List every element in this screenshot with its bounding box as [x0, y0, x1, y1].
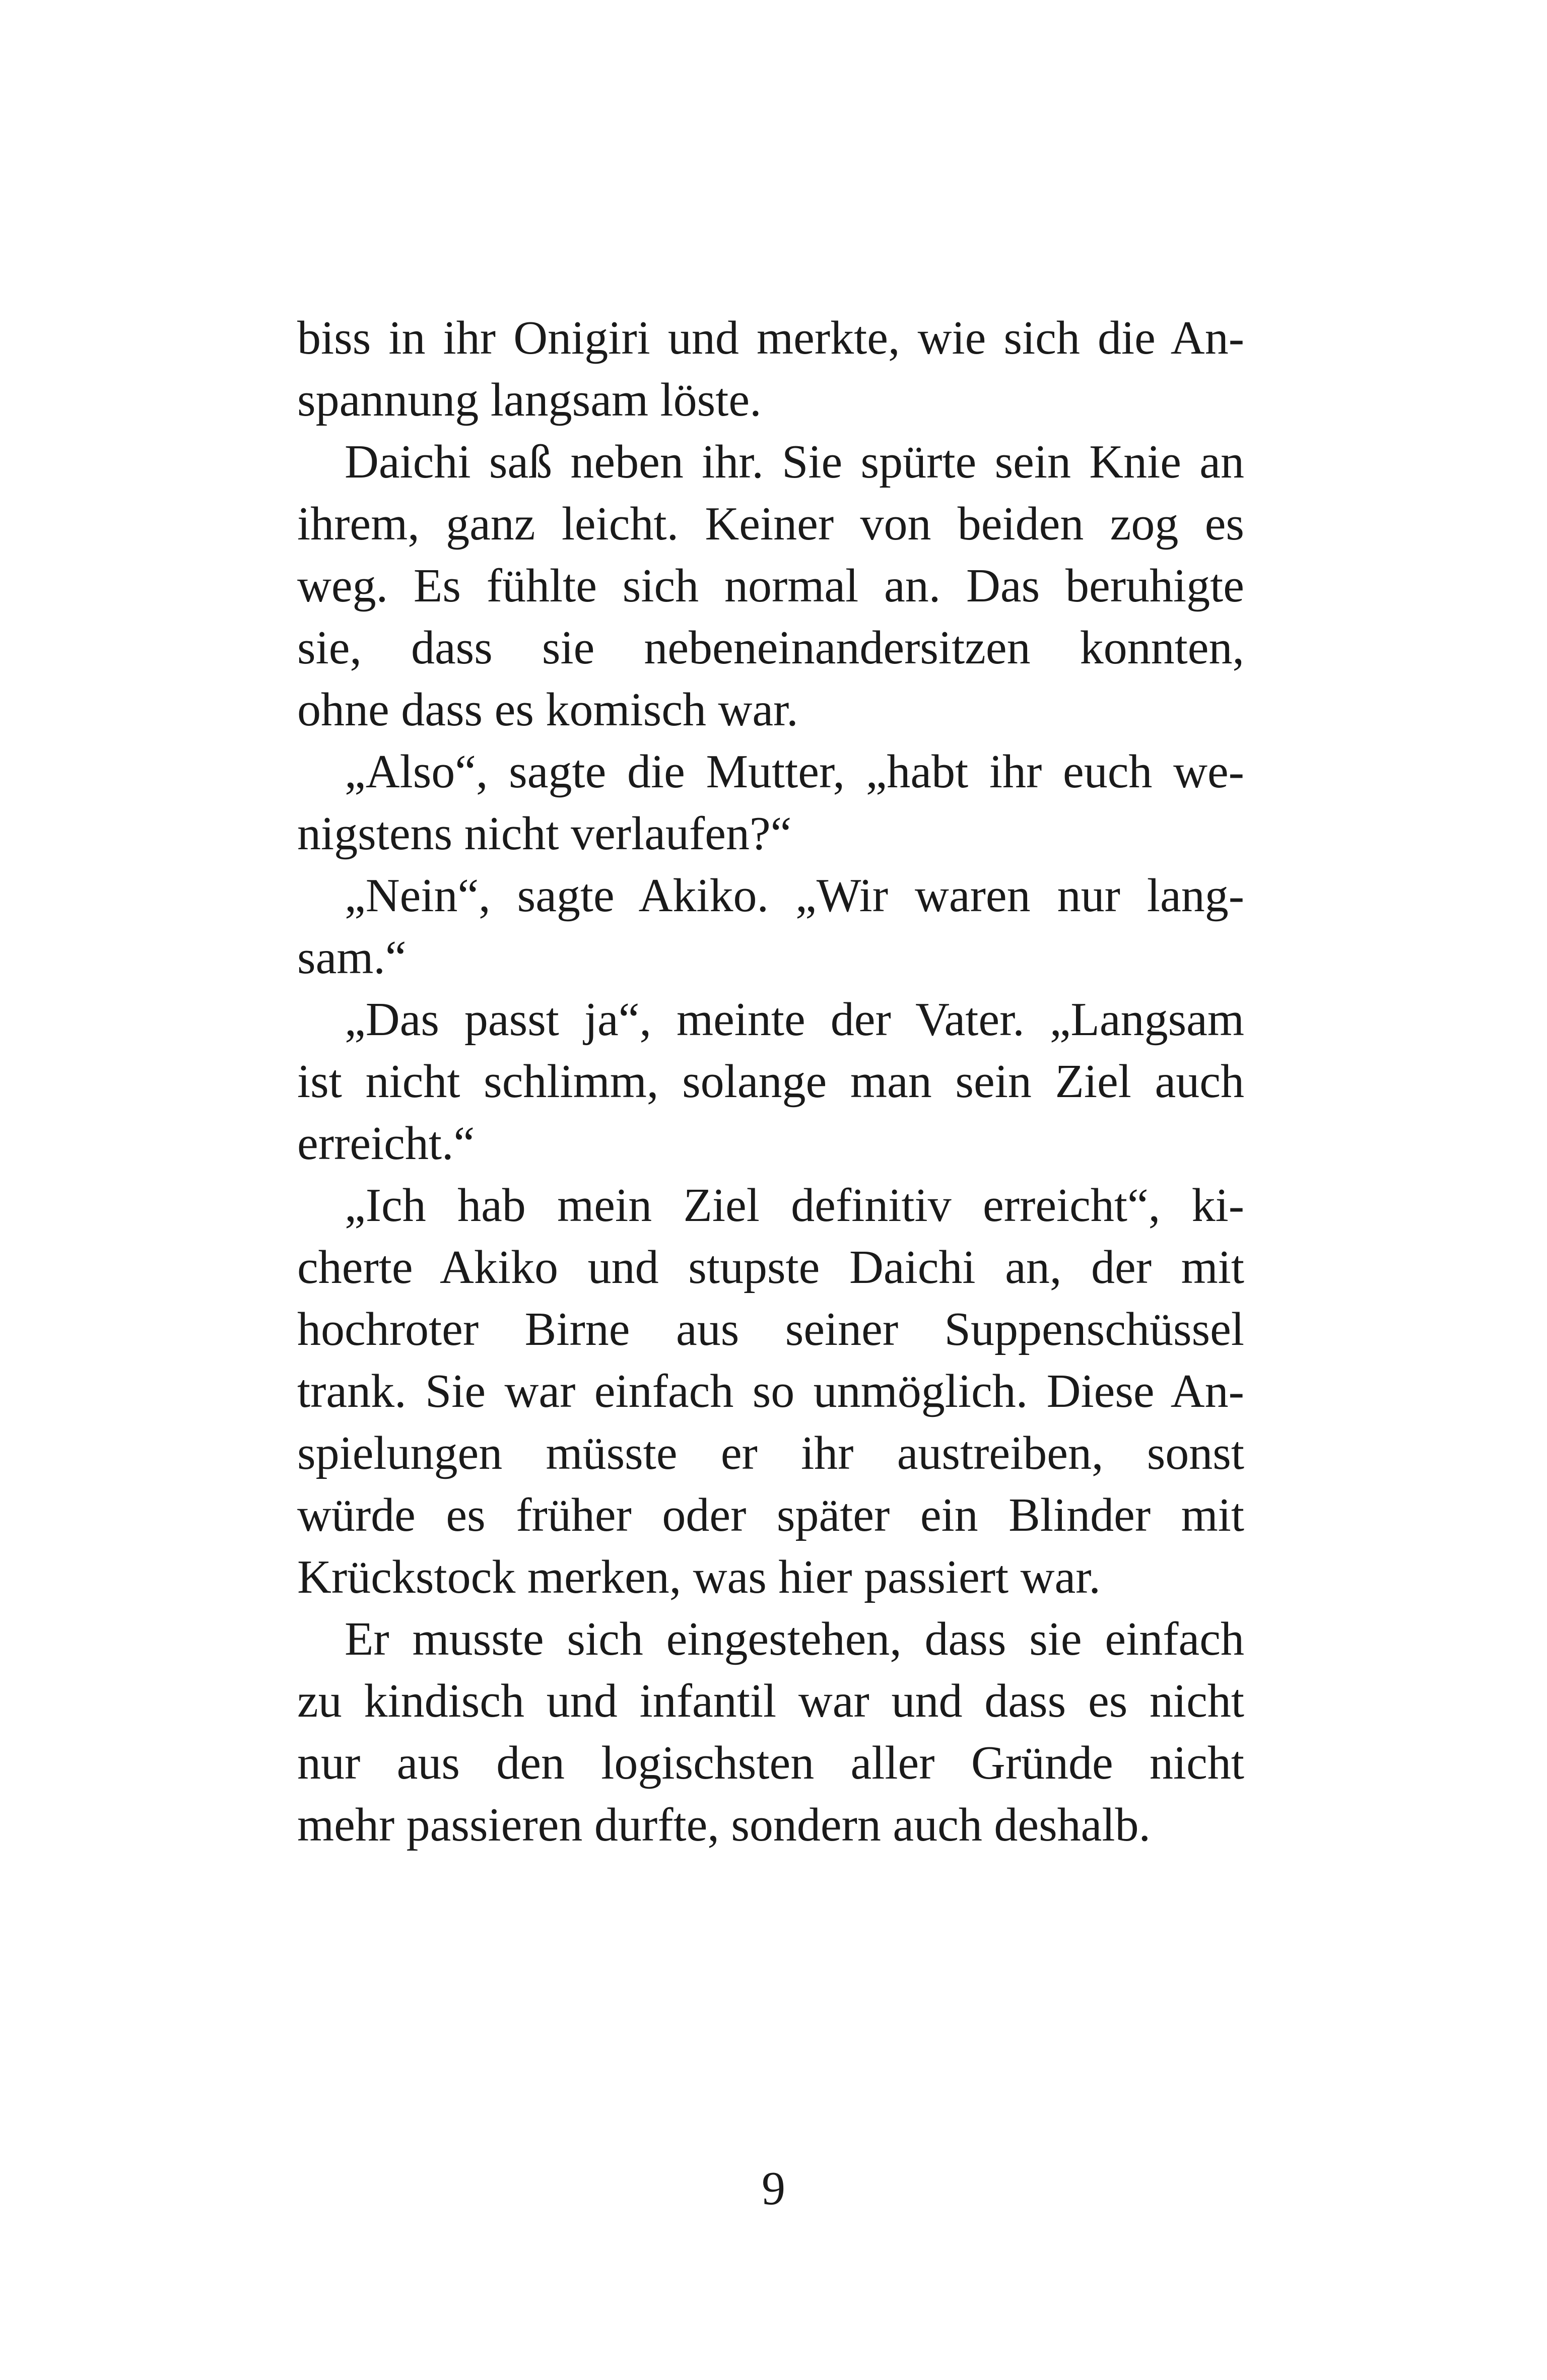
text-line: mehr passieren durfte, sondern auch deshalb.: [297, 1799, 1151, 1851]
text-line: sie, dass sie nebeneinandersitzen konnten,: [297, 622, 1244, 674]
text-line: „Also“, sagte die Mutter, „habt ihr euch we-: [345, 745, 1244, 798]
text-line: cherte Akiko und stupste Daichi an, der mit: [297, 1241, 1244, 1294]
text-line: nigstens nicht verlaufen?“: [297, 807, 792, 860]
text-line: spielungen müsste er ihr austreiben, sonst: [297, 1427, 1244, 1479]
text-line: ohne dass es komisch war.: [297, 684, 798, 736]
text-line: „Nein“, sagte Akiko. „Wir waren nur lang-: [345, 869, 1244, 922]
page-number: 9: [762, 2162, 785, 2215]
text-line: ihrem, ganz leicht. Keiner von beiden zog es: [297, 498, 1244, 550]
text-line: nur aus den logischsten aller Gründe nicht: [297, 1737, 1244, 1789]
text-line: biss in ihr Onigiri und merkte, wie sich die An-: [297, 312, 1244, 364]
text-line: trank. Sie war einfach so unmöglich. Diese An-: [297, 1365, 1244, 1417]
text-line: hochroter Birne aus seiner Suppenschüssel: [297, 1303, 1244, 1355]
text-line: Er musste sich eingestehen, dass sie einfach: [345, 1613, 1244, 1665]
text-line: „Ich hab mein Ziel definitiv erreicht“, ki-: [345, 1179, 1244, 1232]
text-line: weg. Es fühlte sich normal an. Das beruhigte: [297, 560, 1244, 612]
text-line: Krückstock merken, was hier passiert war.: [297, 1551, 1101, 1603]
text-line: zu kindisch und infantil war und dass es nicht: [297, 1675, 1244, 1727]
text-line: würde es früher oder später ein Blinder mit: [297, 1489, 1244, 1541]
body-text: [297, 307, 1244, 1856]
text-line: spannung langsam löste.: [297, 374, 762, 426]
text-line: „Das passt ja“, meinte der Vater. „Langsam: [345, 993, 1244, 1046]
text-line: erreicht.“: [297, 1117, 475, 1170]
text-line: ist nicht schlimm, solange man sein Ziel auch: [297, 1055, 1244, 1108]
text-line: sam.“: [297, 931, 407, 984]
text-line: Daichi saß neben ihr. Sie spürte sein Knie an: [345, 436, 1244, 488]
